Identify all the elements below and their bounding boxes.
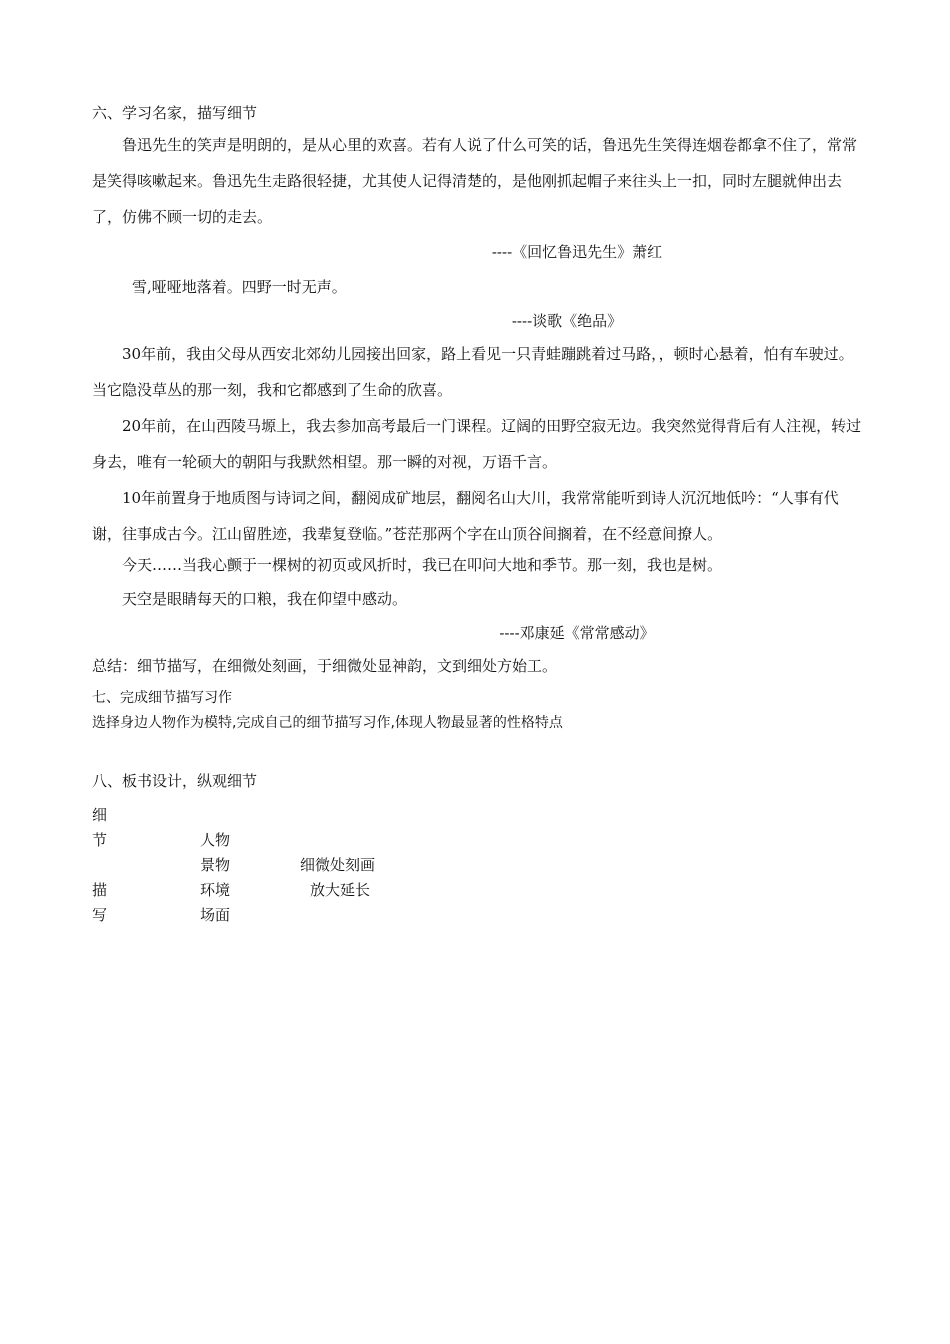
snow-line: 雪,哑哑地落着。四野一时无声。 [132, 278, 347, 296]
section-seven-body: 选择身边人物作为模特,完成自己的细节描写习作,体现人物最显著的性格特点 [92, 715, 563, 731]
section-seven-heading: 七、完成细节描写习作 [92, 690, 232, 706]
paragraph-20-years [92, 408, 862, 480]
board-item-scene: 场面 [200, 906, 231, 924]
summary-line: 总结：细节描写，在细微处刻画，于细微处显神韵，文到细处方始工。 [92, 657, 558, 675]
board-item-scenery: 景物 [200, 856, 231, 874]
board-char-xi: 细 [92, 806, 108, 824]
paragraph-30-years-text: 30年前，我由父母从西安北郊幼儿园接出回家，路上看见一只青蛙蹦跳着过马路，，顿时心悬着，怕有车驶过。当它隐没草丛的那一刻，我和它都感到了生命的欣喜。 [92, 345, 854, 399]
board-char-xie: 写 [92, 906, 108, 924]
paragraph-10-years-text: 10年前置身于地质图与诗词之间，翻阅成矿地层，翻阅名山大川，我常常能听到诗人沉沉地低吟：“人事有代谢，往事成古今。江山留胜迹，我辈复登临。”苍茫那两个字在山顶谷间搁着，在不经意间撩人。 [92, 489, 839, 543]
board-char-jie: 节 [92, 831, 108, 849]
board-right-extend: 放大延长 [310, 881, 371, 899]
paragraph-30-years [92, 336, 862, 408]
section-eight-heading: 八、板书设计，纵观细节 [92, 772, 258, 790]
section-six-heading: 六、学习名家，描写细节 [92, 104, 258, 122]
board-right-carve: 细微处刻画 [300, 856, 376, 874]
board-char-miao: 描 [92, 881, 108, 899]
luxun-paragraph [92, 127, 862, 235]
kangyan-source: ----邓康延《常常感动》 [499, 624, 655, 642]
luxun-paragraph-text: 鲁迅先生的笑声是明朗的，是从心里的欢喜。若有人说了什么可笑的话，鲁迅先生笑得连烟卷都拿不住了，常常是笑得咳嗽起来。鲁迅先生走路很轻捷，尤其使人记得清楚的，是他刚抓起帽子来往头上一扣，同时左腿就伸出去了，仿佛不顾一切的走去。 [92, 136, 858, 226]
today-line: 今天……当我心颤于一棵树的初页或风折时，我已在叩问大地和季节。那一刻，我也是树。 [122, 556, 723, 574]
paragraph-20-years-text: 20年前，在山西陵马塬上，我去参加高考最后一门课程。辽阔的田野空寂无边。我突然觉得背后有人注视，转过身去，唯有一轮硕大的朝阳与我默然相望。那一瞬的对视，万语千言。 [92, 417, 862, 471]
board-item-characters: 人物 [200, 831, 231, 849]
paragraph-10-years [92, 480, 862, 552]
sky-line: 天空是眼睛每天的口粮，我在仰望中感动。 [122, 590, 408, 608]
luxun-source: ----《回忆鲁迅先生》萧红 [491, 243, 663, 261]
snow-source: ----谈歌《绝品》 [511, 312, 623, 330]
board-item-environment: 环境 [200, 881, 231, 899]
